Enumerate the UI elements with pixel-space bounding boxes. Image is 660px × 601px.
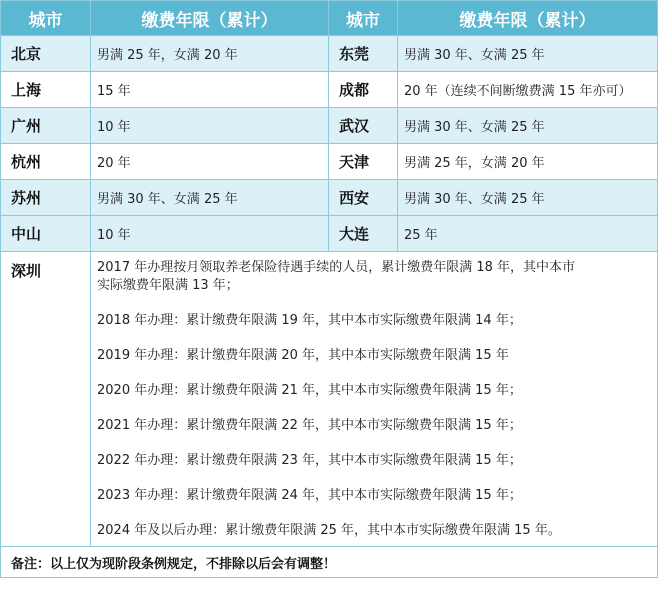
table-row <box>1 180 658 216</box>
years-cell: 25 年 <box>398 216 658 252</box>
city-cell-shenzhen: 深圳 <box>1 252 91 547</box>
years-cell: 男满 30 年、女满 25 年 <box>398 108 658 144</box>
city-cell: 苏州 <box>1 180 91 216</box>
shenzhen-rule-line: 2024 年及以后办理：累计缴费年限满 25 年，其中本市实际缴费年限满 15 年。 <box>97 523 561 538</box>
city-cell: 广州 <box>1 108 91 144</box>
city-cell: 大连 <box>329 216 398 252</box>
years-cell: 20 年 <box>91 144 329 180</box>
years-cell: 10 年 <box>91 216 329 252</box>
years-cell: 20 年（连续不间断缴费满 15 年亦可） <box>398 72 658 108</box>
table-row <box>1 144 658 180</box>
shenzhen-row <box>1 252 658 547</box>
city-cell: 上海 <box>1 72 91 108</box>
city-cell: 武汉 <box>329 108 398 144</box>
city-cell: 西安 <box>329 180 398 216</box>
years-cell: 男满 25 年，女满 20 年 <box>398 144 658 180</box>
years-cell: 男满 30 年、女满 25 年 <box>91 180 329 216</box>
shenzhen-rule-line: 2017 年办理按月领取养老保险待遇手续的人员，累计缴费年限满 18 年，其中本市 <box>97 260 576 275</box>
table-row <box>1 36 658 72</box>
city-cell: 东莞 <box>329 36 398 72</box>
table-header-row <box>1 1 658 36</box>
table-row <box>1 108 658 144</box>
header-city-1: 城市 <box>1 1 91 36</box>
shenzhen-rule-line: 2018 年办理：累计缴费年限满 19 年，其中本市实际缴费年限满 14 年； <box>97 313 522 328</box>
years-cell: 男满 30 年、女满 25 年 <box>398 180 658 216</box>
years-cell: 15 年 <box>91 72 329 108</box>
shenzhen-rule-line: 2019 年办理：累计缴费年限满 20 年，其中本市实际缴费年限满 15 年 <box>97 348 509 363</box>
years-cell: 10 年 <box>91 108 329 144</box>
shenzhen-rule-line: 2023 年办理：累计缴费年限满 24 年，其中本市实际缴费年限满 15 年； <box>97 488 522 503</box>
shenzhen-rule-line: 2021 年办理：累计缴费年限满 22 年，其中本市实际缴费年限满 15 年； <box>97 418 522 433</box>
table-row <box>1 216 658 252</box>
note-row <box>1 547 658 578</box>
city-cell: 天津 <box>329 144 398 180</box>
header-city-2: 城市 <box>329 1 398 36</box>
years-cell: 男满 25 年，女满 20 年 <box>91 36 329 72</box>
shenzhen-rule-line: 实际缴费年限满 13 年； <box>97 278 239 293</box>
header-years-1: 缴费年限（累计） <box>91 1 329 36</box>
note-text: 备注：以上仅为现阶段条例规定，不排除以后会有调整！ <box>1 547 658 578</box>
city-cell: 成都 <box>329 72 398 108</box>
city-cell: 北京 <box>1 36 91 72</box>
table-row <box>1 72 658 108</box>
shenzhen-rule-line: 2022 年办理：累计缴费年限满 23 年，其中本市实际缴费年限满 15 年； <box>97 453 522 468</box>
city-cell: 杭州 <box>1 144 91 180</box>
shenzhen-rule-line: 2020 年办理：累计缴费年限满 21 年，其中本市实际缴费年限满 15 年； <box>97 383 522 398</box>
header-years-2: 缴费年限（累计） <box>398 1 658 36</box>
shenzhen-rules <box>91 252 658 547</box>
years-cell: 男满 30 年、女满 25 年 <box>398 36 658 72</box>
city-cell: 中山 <box>1 216 91 252</box>
